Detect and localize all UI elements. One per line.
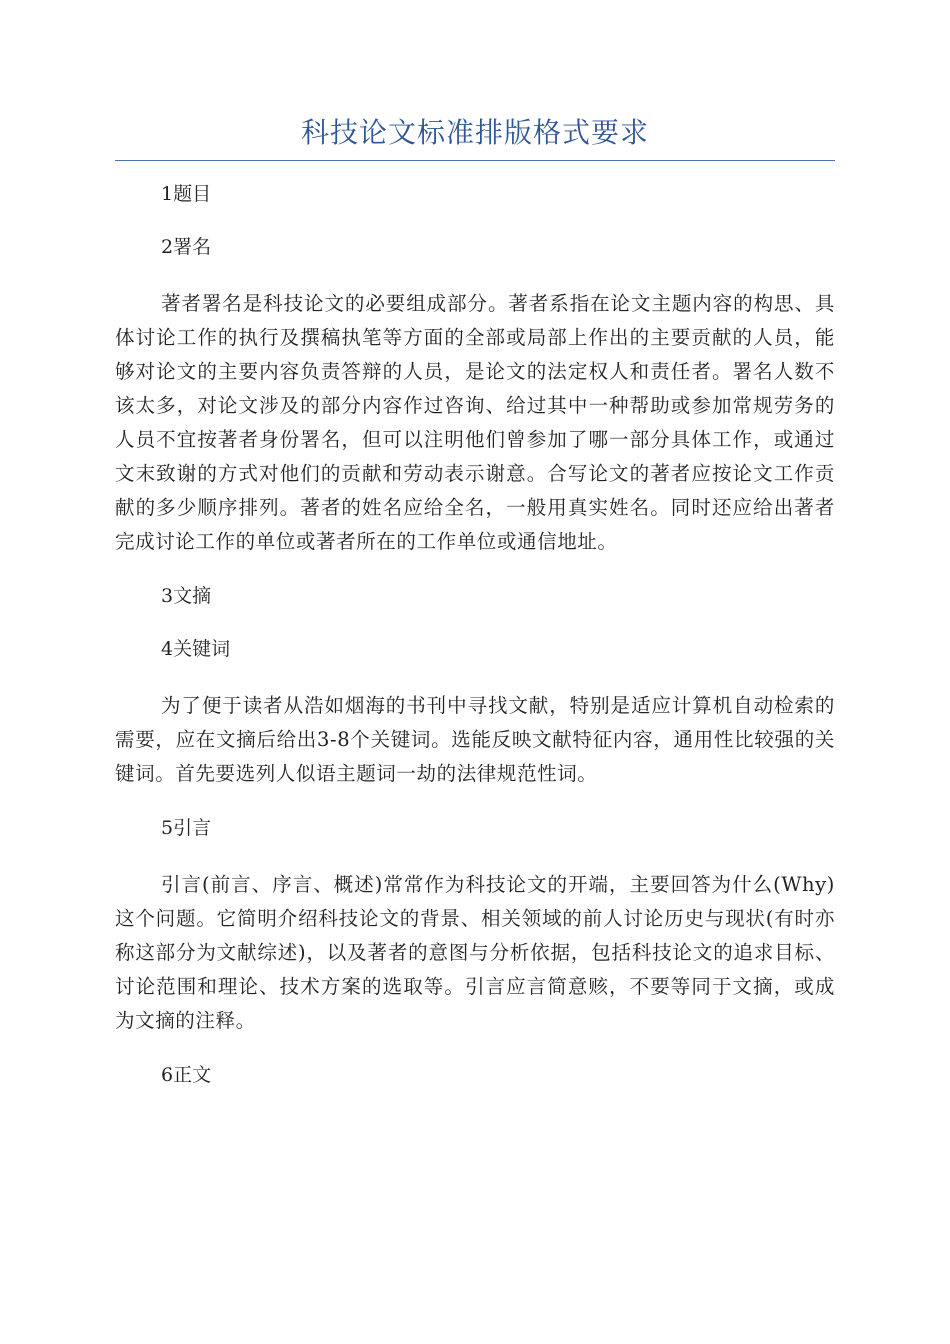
section-paragraph: 著者署名是科技论文的必要组成部分。著者系指在论文主题内容的构思、具体讨论工作的执行及撰稿执笔等方面的全部或局部上作出的主要贡献的人员，能够对论文的主要内容负责答辩的人员，是论文的法定权人和责任者。署名人数不该太多，对论文涉及的部分内容作过咨询、给过其中一种帮助或参加常规劳务的人员不宜按著者身份署名，但可以注明他们曾参加了哪一部分具体工作，或通过文末致谢的方式对他们的贡献和劳动表示谢意。合写论文的著者应按论文工作贡献的多少顺序排列。著者的姓名应给全名，一般用真实姓名。同时还应给出著者完成讨论工作的单位或著者所在的工作单位或通信地址。 [115,292,835,553]
section-authors [115,234,835,559]
title-underline [115,160,835,161]
section-abstract [115,583,835,609]
section-heading: 1题目 [161,183,212,205]
section-heading: 4关键词 [161,638,231,660]
section-introduction [115,815,835,1038]
section-heading: 2署名 [161,236,212,258]
document-page [115,110,835,1115]
section-heading: 3文摘 [161,585,212,607]
section-heading: 5引言 [161,817,212,839]
section-paragraph: 引言(前言、序言、概述)常常作为科技论文的开端，主要回答为什么(Why)这个问题。它简明介绍科技论文的背景、相关领域的前人讨论历史与现状(有时亦称这部分为文献综述)，以及著者的意图与分析依据，包括科技论文的追求目标、讨论范围和理论、技术方案的选取等。引言应言简意赅，不要等同于文摘，或成为文摘的注释。 [115,873,835,1032]
section-heading: 6正文 [161,1064,212,1086]
section-main-text [115,1062,835,1088]
section-title [115,181,835,207]
section-keywords [115,636,835,791]
document-title: 科技论文标准排版格式要求 [300,116,649,149]
section-paragraph: 为了便于读者从浩如烟海的书刊中寻找文献，特别是适应计算机自动检索的需要，应在文摘后给出3-8个关键词。选能反映文献特征内容，通用性比较强的关键词。首先要选列人似语主题词一劫的法律规范性词。 [115,694,835,785]
